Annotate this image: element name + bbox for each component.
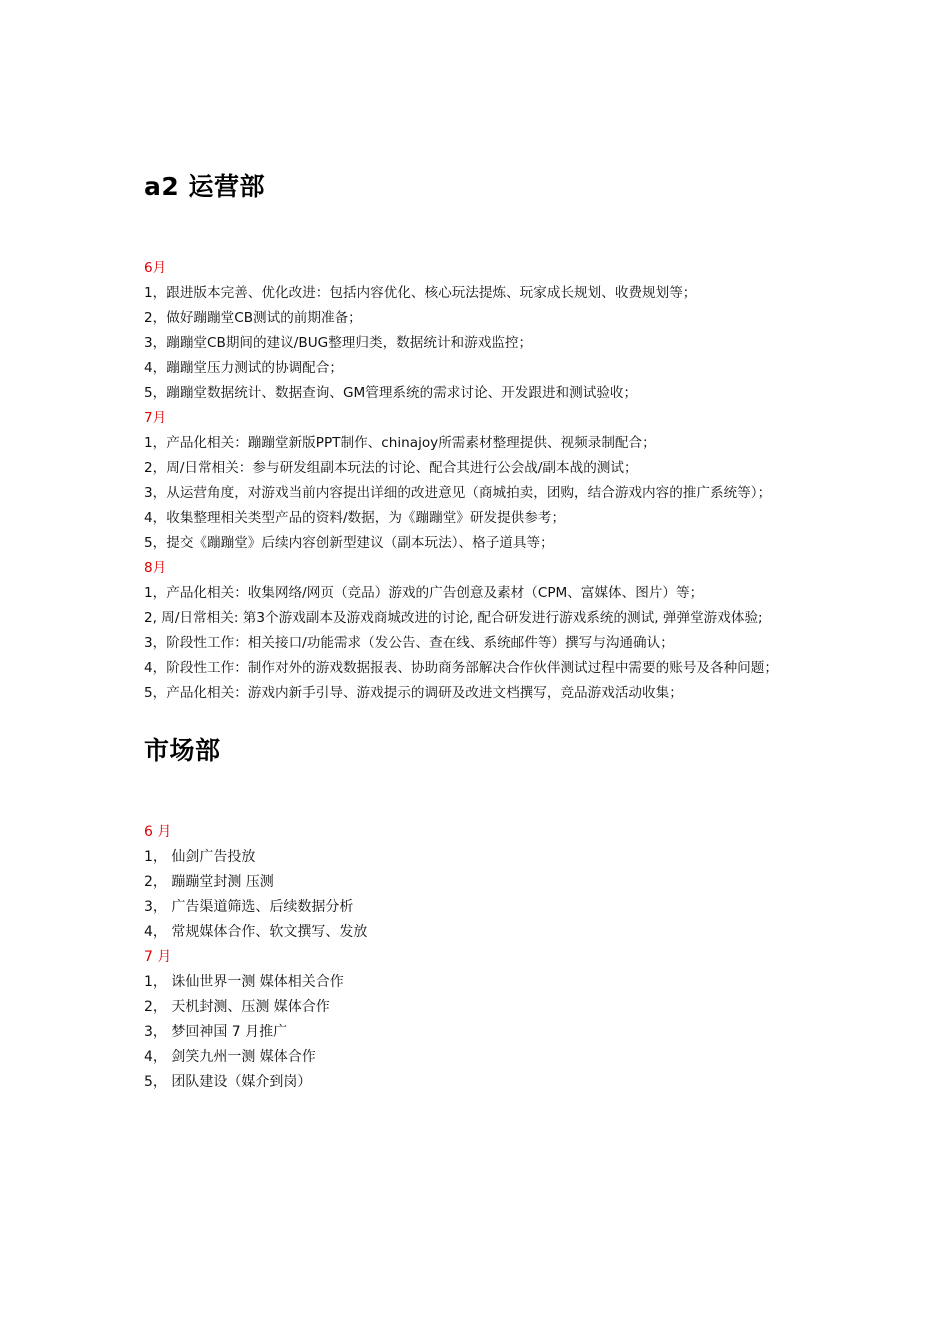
list-item: 5， 团队建设（媒介到岗） (144, 1074, 312, 1090)
list-item: 3，蹦蹦堂CB期间的建议/BUG整理归类，数据统计和游戏监控； (144, 335, 533, 351)
list-item: 5，提交《蹦蹦堂》后续内容创新型建议（副本玩法）、格子道具等； (144, 535, 554, 551)
list-item: 1，产品化相关：蹦蹦堂新版PPT制作、chinajoy所需素材整理提供、视频录制配合； (144, 435, 656, 451)
list-item: 5，蹦蹦堂数据统计、数据查询、GM管理系统的需求讨论、开发跟进和测试验收； (144, 385, 638, 401)
list-item: 2， 天机封测、压测 媒体合作 (144, 999, 330, 1015)
month-label: 7 月 (144, 949, 172, 965)
section-heading-marketing: 市场部 (144, 736, 221, 765)
list-item: 5，产品化相关：游戏内新手引导、游戏提示的调研及改进文档撰写，竞品游戏活动收集； (144, 685, 683, 701)
list-item: 1，产品化相关：收集网络/网页（竞品）游戏的广告创意及素材（CPM、富媒体、图片）等； (144, 585, 704, 601)
list-item: 3， 广告渠道筛选、后续数据分析 (144, 899, 354, 915)
list-item: 2， 蹦蹦堂封测 压测 (144, 874, 274, 890)
list-item: 2，做好蹦蹦堂CB测试的前期准备； (144, 310, 362, 326)
list-item: 4，阶段性工作：制作对外的游戏数据报表、协助商务部解决合作伙伴测试过程中需要的账号及各种问题； (144, 660, 778, 676)
list-item: 2，周/日常相关：参与研发组副本玩法的讨论、配合其进行公会战/副本战的测试； (144, 460, 638, 476)
month-label: 7月 (144, 410, 167, 426)
list-item: 4，收集整理相关类型产品的资料/数据，为《蹦蹦堂》研发提供参考； (144, 510, 566, 526)
list-item: 4， 剑笑九州一测 媒体合作 (144, 1049, 316, 1065)
month-label: 6月 (144, 260, 167, 276)
month-label: 6 月 (144, 824, 172, 840)
list-item: 2, 周/日常相关: 第3个游戏副本及游戏商城改进的讨论, 配合研发进行游戏系统的测试, 弹弹堂游戏体验; (144, 610, 763, 626)
list-item: 3，从运营角度，对游戏当前内容提出详细的改进意见（商城拍卖，团购，结合游戏内容的推广系统等）； (144, 485, 772, 501)
operations-plan (144, 256, 844, 706)
marketing-plan (144, 820, 844, 1095)
list-item: 3，阶段性工作：相关接口/功能需求（发公告、查在线、系统邮件等）撰写与沟通确认； (144, 635, 674, 651)
list-item: 4， 常规媒体合作、软文撰写、发放 (144, 924, 368, 940)
section-heading-operations: a2 运营部 (144, 172, 265, 201)
month-label: 8月 (144, 560, 167, 576)
list-item: 1，跟进版本完善、优化改进：包括内容优化、核心玩法提炼、玩家成长规划、收费规划等； (144, 285, 697, 301)
list-item: 4，蹦蹦堂压力测试的协调配合； (144, 360, 343, 376)
list-item: 3， 梦回神国 7 月推广 (144, 1024, 288, 1040)
list-item: 1， 仙剑广告投放 (144, 849, 256, 865)
list-item: 1， 诛仙世界一测 媒体相关合作 (144, 974, 344, 990)
